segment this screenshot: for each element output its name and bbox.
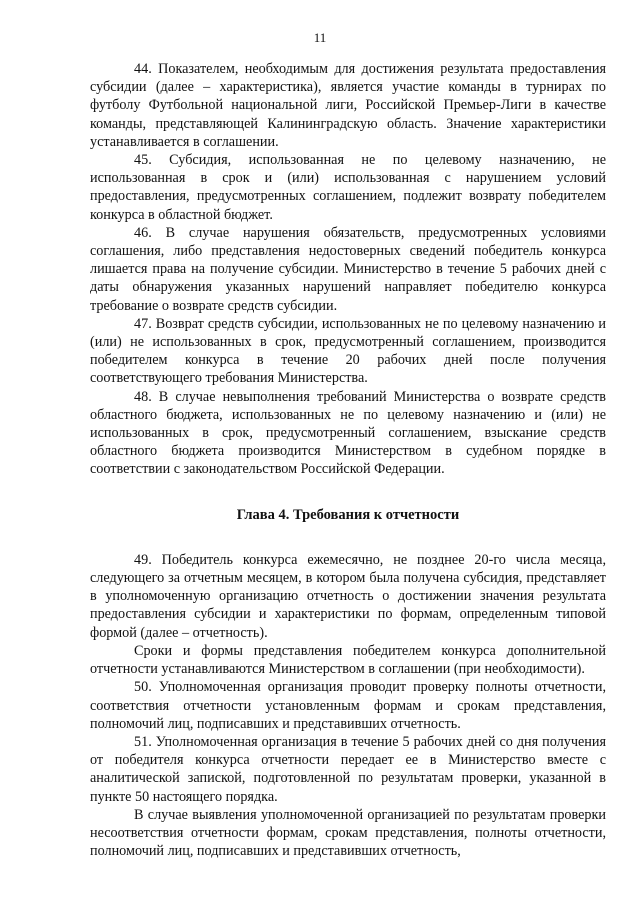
paragraph-51-continuation: В случае выявления уполномоченной организацией по результатам проверки несоответствия отчетности формам, срокам представления, полноты отчетности, полномочий лиц, подписавших и представивших отчетность,	[90, 806, 606, 860]
chapter-heading: Глава 4. Требования к отчетности	[236, 506, 460, 523]
paragraph-47: 47. Возврат средств субсидии, использованных не по целевому назначению и (или) не использованных в срок, предусмотренный соглашением, производится победителем конкурса в течение 20 рабочих дней после получения соответствующего требования Министерства.	[90, 315, 606, 387]
paragraph-46: 46. В случае нарушения обязательств, предусмотренных условиями соглашения, либо представления недостоверных сведений победитель конкурса лишается права на получение субсидии. Министерство в течение 5 рабочих дней с даты обнаружения указанных нарушений направляет победителю конкурса требование о возврате средств субсидии.	[90, 224, 606, 314]
paragraph-49: 49. Победитель конкурса ежемесячно, не позднее 20-го числа месяца, следующего за отчетным месяцем, в котором была получена субсидия, представляет в уполномоченную организацию отчетность о достижении значения результата предоставления субсидии и характеристики по формам, определенным типовой формой (далее – отчетность).	[90, 551, 606, 641]
page-number: 11	[313, 30, 327, 45]
paragraph-48: 48. В случае невыполнения требований Министерства о возврате средств областного бюджета, использованных не по целевому назначению и (или) не использованных в срок, предусмотренный соглашением, взыскание средств областного бюджета производится Министерством в судебном порядке в соответствии с законодательством Российской Федерации.	[90, 388, 606, 478]
paragraph-51: 51. Уполномоченная организация в течение 5 рабочих дней со дня получения от победителя конкурса отчетности передает ее в Министерство вместе с аналитической запиской, подготовленной по результатам проверки, указанной в пункте 50 настоящего порядка.	[90, 733, 606, 805]
paragraph-49-additional: Сроки и формы представления победителем конкурса дополнительной отчетности устанавливаются Министерством в соглашении (при необходимости).	[90, 642, 606, 678]
paragraph-44: 44. Показателем, необходимым для достижения результата предоставления субсидии (далее – характеристика), является участие команды в турнирах по футболу Футбольной национальной лиги, Российской Премьер-Лиги в качестве команды, представляющей Калининградскую область. Значение характеристики устанавливается в соглашении.	[90, 61, 606, 150]
document-body	[90, 60, 606, 860]
paragraph-50: 50. Уполномоченная организация проводит проверку полноты отчетности, соответствия отчетности установленным формам и срокам представления, полномочий лиц, подписавших и представивших отчетность.	[90, 679, 606, 732]
paragraph-45: 45. Субсидия, использованная не по целевому назначению, не использованная в срок и (или) использованная с нарушением условий предоставления, предусмотренных соглашением, подлежит возврату победителем конкурса в областной бюджет.	[90, 152, 606, 223]
